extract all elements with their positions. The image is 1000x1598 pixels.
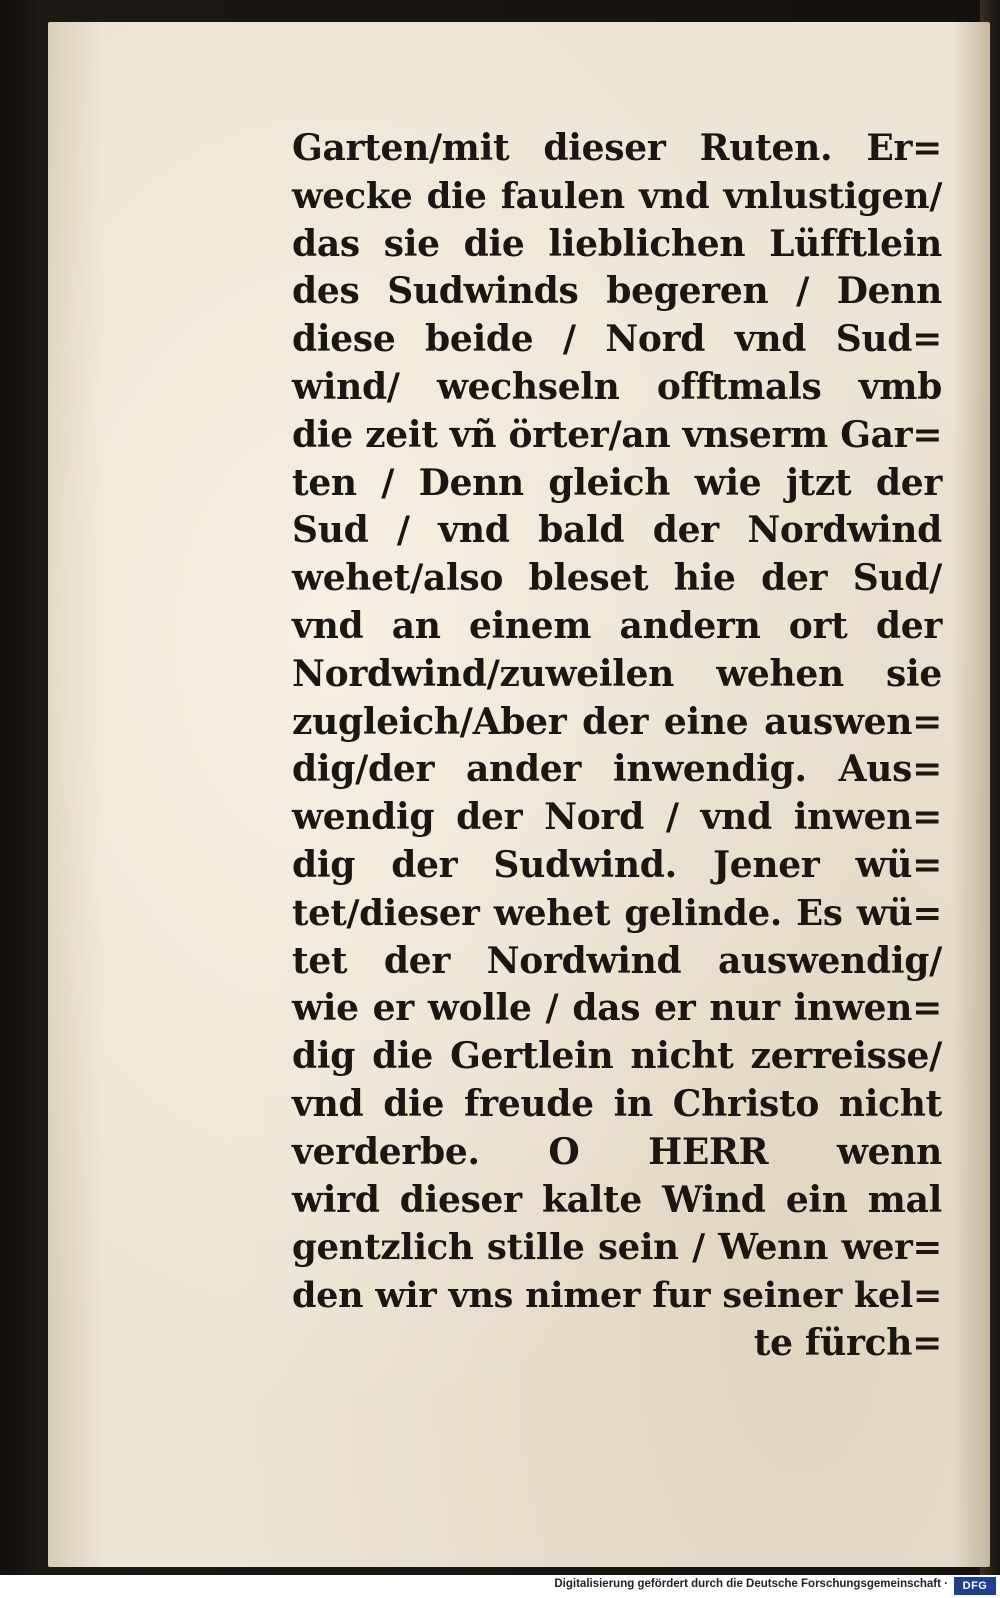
- dfg-logo: DFG: [954, 1577, 996, 1595]
- footer-bar: [0, 1575, 1000, 1598]
- text-line: zugleich/Aber der eine auswen=: [292, 700, 942, 743]
- text-line: ten / Denn gleich wie jtzt der: [292, 461, 942, 504]
- text-line: dig/der ander inwendig. Aus=: [292, 748, 942, 791]
- text-line: gentzlich stille sein / Wenn wer=: [292, 1227, 942, 1269]
- text-line: des Sudwinds begeren / Denn: [292, 270, 942, 313]
- text-line: wehet/also bleset hie der Sud/: [292, 557, 942, 600]
- text-line: diese beide / Nord vnd Sud=: [292, 318, 942, 361]
- text-line: tet der Nordwind auswendig/: [292, 939, 942, 982]
- text-line: verderbe. O HERR wenn: [292, 1130, 942, 1173]
- text-line: Sud / vnd bald der Nordwind: [292, 509, 942, 552]
- text-line: wendig der Nord / vnd inwen=: [292, 796, 942, 839]
- text-line: tet/dieser wehet gelinde. Es wü=: [292, 892, 942, 934]
- text-line: den wir vns nimer fur seiner kel=: [292, 1275, 942, 1317]
- page-text: [292, 125, 942, 1368]
- text-line: vnd die freude in Christo nicht: [292, 1082, 942, 1125]
- text-line: die zeit vñ örter/an vnserm Gar=: [292, 413, 943, 456]
- catchword-line: te fürch=: [753, 1321, 942, 1364]
- text-line: wie er wolle / das er nur inwen=: [292, 987, 942, 1030]
- text-line: wecke die faulen vnd vnlustigen/: [292, 175, 942, 217]
- text-line: Garten/mit dieser Ruten. Er=: [292, 127, 942, 169]
- text-line: Nordwind/zuweilen wehen sie: [292, 652, 942, 695]
- text-line: vnd an einem andern ort der: [292, 604, 942, 647]
- text-line: wird dieser kalte Wind ein mal: [292, 1178, 942, 1221]
- text-line: dig die Gertlein nicht zerreisse/: [292, 1035, 942, 1078]
- text-line: dig der Sudwind. Jener wü=: [292, 843, 942, 886]
- funding-notice: Digitalisierung gefördert durch die Deutsche Forschungsgemeinschaft ·: [554, 1578, 948, 1590]
- text-line: wind/ wechseln offtmals vmb: [292, 365, 942, 408]
- text-line: das sie die lieblichen Lüfftlein: [292, 222, 942, 265]
